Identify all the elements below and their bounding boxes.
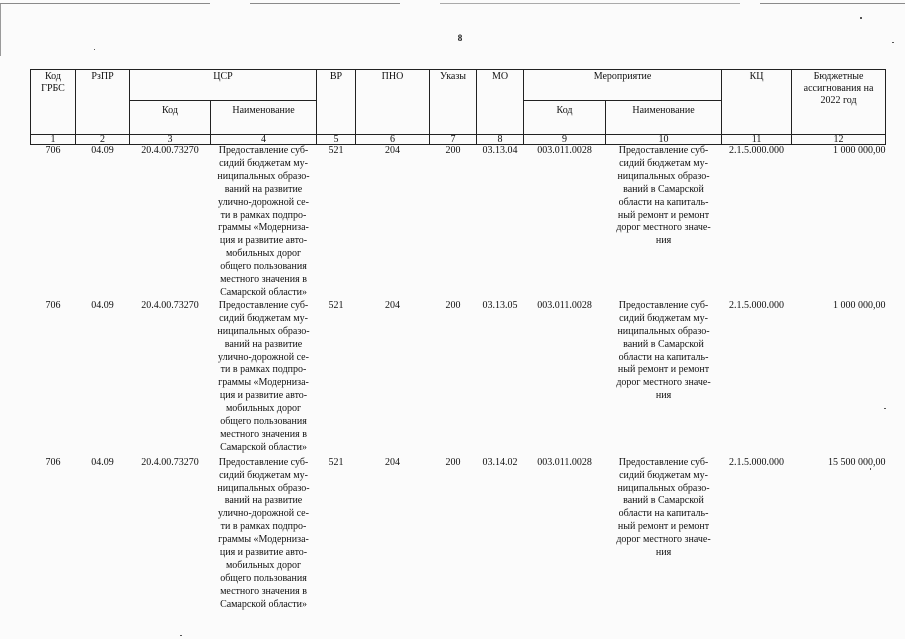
cell-vr: 521 (328, 145, 344, 156)
page-edge (0, 4, 1, 56)
top-border-line (250, 3, 400, 4)
top-border-line (760, 3, 905, 4)
cell-csr-kod: 20.4.00.73270 (141, 456, 199, 468)
text-line: ваний в Самарской (623, 183, 704, 195)
scan-speck (860, 17, 862, 19)
budget-table (30, 69, 886, 612)
text-line: ный ремонт и ремонт (617, 209, 710, 221)
text-line: мобильных дорог (225, 403, 302, 415)
text-line: местного значения в (220, 428, 307, 440)
text-line: дорог местного значе- (616, 222, 711, 234)
text-line: Предоставление суб- (218, 145, 309, 156)
text-line: граммы «Модерниза- (218, 377, 309, 389)
text-line: ный ремонт и ремонт (617, 521, 710, 533)
header-meropriyatie: Мероприятие (524, 70, 722, 101)
cell-rzpr: 04.09 (91, 456, 114, 468)
cell-pno: 204 (385, 299, 401, 311)
header-csr-kod: Код (130, 101, 211, 135)
text-line: граммы «Модерниза- (218, 534, 309, 546)
header-csr-name: Наименование (211, 101, 317, 135)
scan-speck (892, 42, 894, 43)
cell-kod-grbs: 706 (45, 456, 61, 468)
cell-rzpr: 04.09 (91, 299, 114, 311)
text-line: Предоставление суб- (218, 299, 309, 311)
text-line: ция и развитие авто- (219, 547, 308, 559)
text-line: ниципальных образо- (217, 482, 310, 494)
text-line: области на капиталь- (618, 508, 709, 520)
text-line: Предоставление суб- (618, 145, 709, 156)
cell-mer-name (606, 300, 722, 455)
text-line: сидий бюджетам му- (219, 312, 308, 324)
cell-kc: 2.1.5.000.000 (729, 145, 785, 156)
text-line: мобильных дорог (225, 560, 302, 571)
cell-csr-name (211, 145, 317, 300)
text-line: местного значения в (220, 274, 307, 286)
cell-mer-kod: 003.011.0028 (537, 299, 592, 311)
text-line: ния (655, 235, 672, 247)
text-line: местного значения в (220, 585, 307, 597)
header-rzpr: РзПР (76, 70, 130, 135)
text-line: дорог местного значе- (616, 534, 711, 546)
header-mer-kod: Код (524, 101, 606, 135)
text-line: Самарской области» (220, 286, 307, 298)
text-line: Предоставление суб- (618, 299, 709, 311)
text-line: ти в рамках подпро- (220, 209, 307, 221)
cell-ukazy: 200 (445, 145, 461, 156)
cell-ukazy: 200 (445, 456, 461, 468)
header-mer-name: Наименование (606, 101, 722, 135)
text-line: ти в рамках подпро- (220, 521, 307, 533)
column-number: 7 (430, 135, 477, 145)
cell-vr: 521 (328, 456, 344, 468)
cell-mer-name (606, 455, 722, 612)
column-number: 4 (211, 135, 317, 145)
table-row (31, 300, 886, 455)
cell-mo: 03.13.04 (482, 145, 518, 156)
text-line: Самарской области» (220, 441, 307, 453)
text-line: сидий бюджетам му- (619, 469, 708, 481)
text-line: улично-дорожной се- (218, 351, 309, 363)
column-number: 8 (477, 135, 524, 145)
top-border-line (440, 3, 740, 4)
column-number: 3 (130, 135, 211, 145)
text-line: области на капиталь- (618, 196, 709, 208)
cell-csr-kod: 20.4.00.73270 (141, 145, 199, 156)
table-row (31, 145, 886, 300)
header-row (31, 70, 886, 101)
column-number: 11 (722, 135, 792, 145)
text-line: ниципальных образо- (617, 325, 710, 337)
cell-vr: 521 (328, 299, 344, 311)
page-number: 8 (457, 33, 463, 43)
cell-kod-grbs: 706 (45, 299, 61, 311)
header-kc: КЦ (722, 70, 792, 135)
header-budget: Бюджетные ассигнования на 2022 год (792, 70, 886, 135)
text-line: улично-дорожной се- (218, 508, 309, 520)
text-line: ный ремонт и ремонт (617, 364, 710, 376)
cell-mo: 03.13.05 (482, 299, 518, 311)
text-line: сидий бюджетам му- (619, 157, 708, 169)
text-line: ваний в Самарской (623, 338, 704, 350)
text-line: ниципальных образо- (217, 170, 310, 182)
header-mo: МО (477, 70, 524, 135)
text-line: области на капиталь- (618, 351, 709, 363)
text-line: мобильных дорог (225, 248, 302, 260)
text-line: сидий бюджетам му- (219, 157, 308, 169)
text-line: ти в рамках подпро- (220, 364, 307, 376)
text-line: ниципальных образо- (217, 325, 310, 337)
text-line: граммы «Модерниза- (218, 222, 309, 234)
text-line: ваний на развитие (224, 183, 303, 195)
top-border-line (0, 3, 210, 4)
text-line: ция и развитие авто- (219, 235, 308, 247)
cell-rzpr: 04.09 (91, 145, 114, 156)
header-csr: ЦСР (130, 70, 317, 101)
column-number: 12 (792, 135, 886, 145)
column-number: 1 (31, 135, 76, 145)
column-number: 10 (606, 135, 722, 145)
text-line: Самарской области» (220, 598, 307, 610)
text-line: ния (655, 547, 672, 559)
text-line: ния (655, 390, 672, 402)
text-line: ваний на развитие (224, 495, 303, 507)
cell-csr-kod: 20.4.00.73270 (141, 299, 199, 311)
column-number: 5 (317, 135, 356, 145)
cell-ukazy: 200 (445, 299, 461, 311)
column-number-row (31, 135, 886, 145)
cell-kc: 2.1.5.000.000 (729, 299, 785, 311)
text-line: Предоставление суб- (618, 456, 709, 468)
cell-pno: 204 (385, 145, 401, 156)
column-number: 2 (76, 135, 130, 145)
cell-mo: 03.14.02 (482, 456, 518, 468)
header-ukazy: Указы (430, 70, 477, 135)
cell-kc: 2.1.5.000.000 (729, 456, 785, 468)
header-kod-grbs: Код ГРБС (31, 70, 76, 135)
text-line: ваний в Самарской (623, 495, 704, 507)
text-line: общего пользования (220, 572, 307, 584)
column-number: 9 (524, 135, 606, 145)
cell-csr-name (211, 300, 317, 455)
text-line: общего пользования (220, 416, 307, 428)
cell-amount: 15 500 000,00 (828, 456, 886, 468)
text-line: сидий бюджетам му- (219, 469, 308, 481)
scan-speck (94, 49, 95, 50)
text-line: улично-дорожной се- (218, 196, 309, 208)
text-line: ваний на развитие (224, 338, 303, 350)
column-number: 6 (356, 135, 430, 145)
text-line: ниципальных образо- (617, 170, 710, 182)
cell-csr-name (211, 455, 317, 612)
header-vr: ВР (317, 70, 356, 135)
text-line: общего пользования (220, 261, 307, 273)
header-pno: ПНО (356, 70, 430, 135)
text-line: дорог местного значе- (616, 377, 711, 389)
text-line: Предоставление суб- (218, 456, 309, 468)
cell-amount: 1 000 000,00 (833, 145, 886, 156)
cell-mer-kod: 003.011.0028 (537, 145, 592, 156)
cell-mer-name (606, 145, 722, 300)
cell-kod-grbs: 706 (45, 145, 61, 156)
cell-mer-kod: 003.011.0028 (537, 456, 592, 468)
text-line: ниципальных образо- (617, 482, 710, 494)
text-line: сидий бюджетам му- (619, 312, 708, 324)
text-line: ция и развитие авто- (219, 390, 308, 402)
cell-pno: 204 (385, 456, 401, 468)
scan-speck (180, 635, 182, 636)
cell-amount: 1 000 000,00 (833, 299, 886, 311)
table-row (31, 455, 886, 612)
